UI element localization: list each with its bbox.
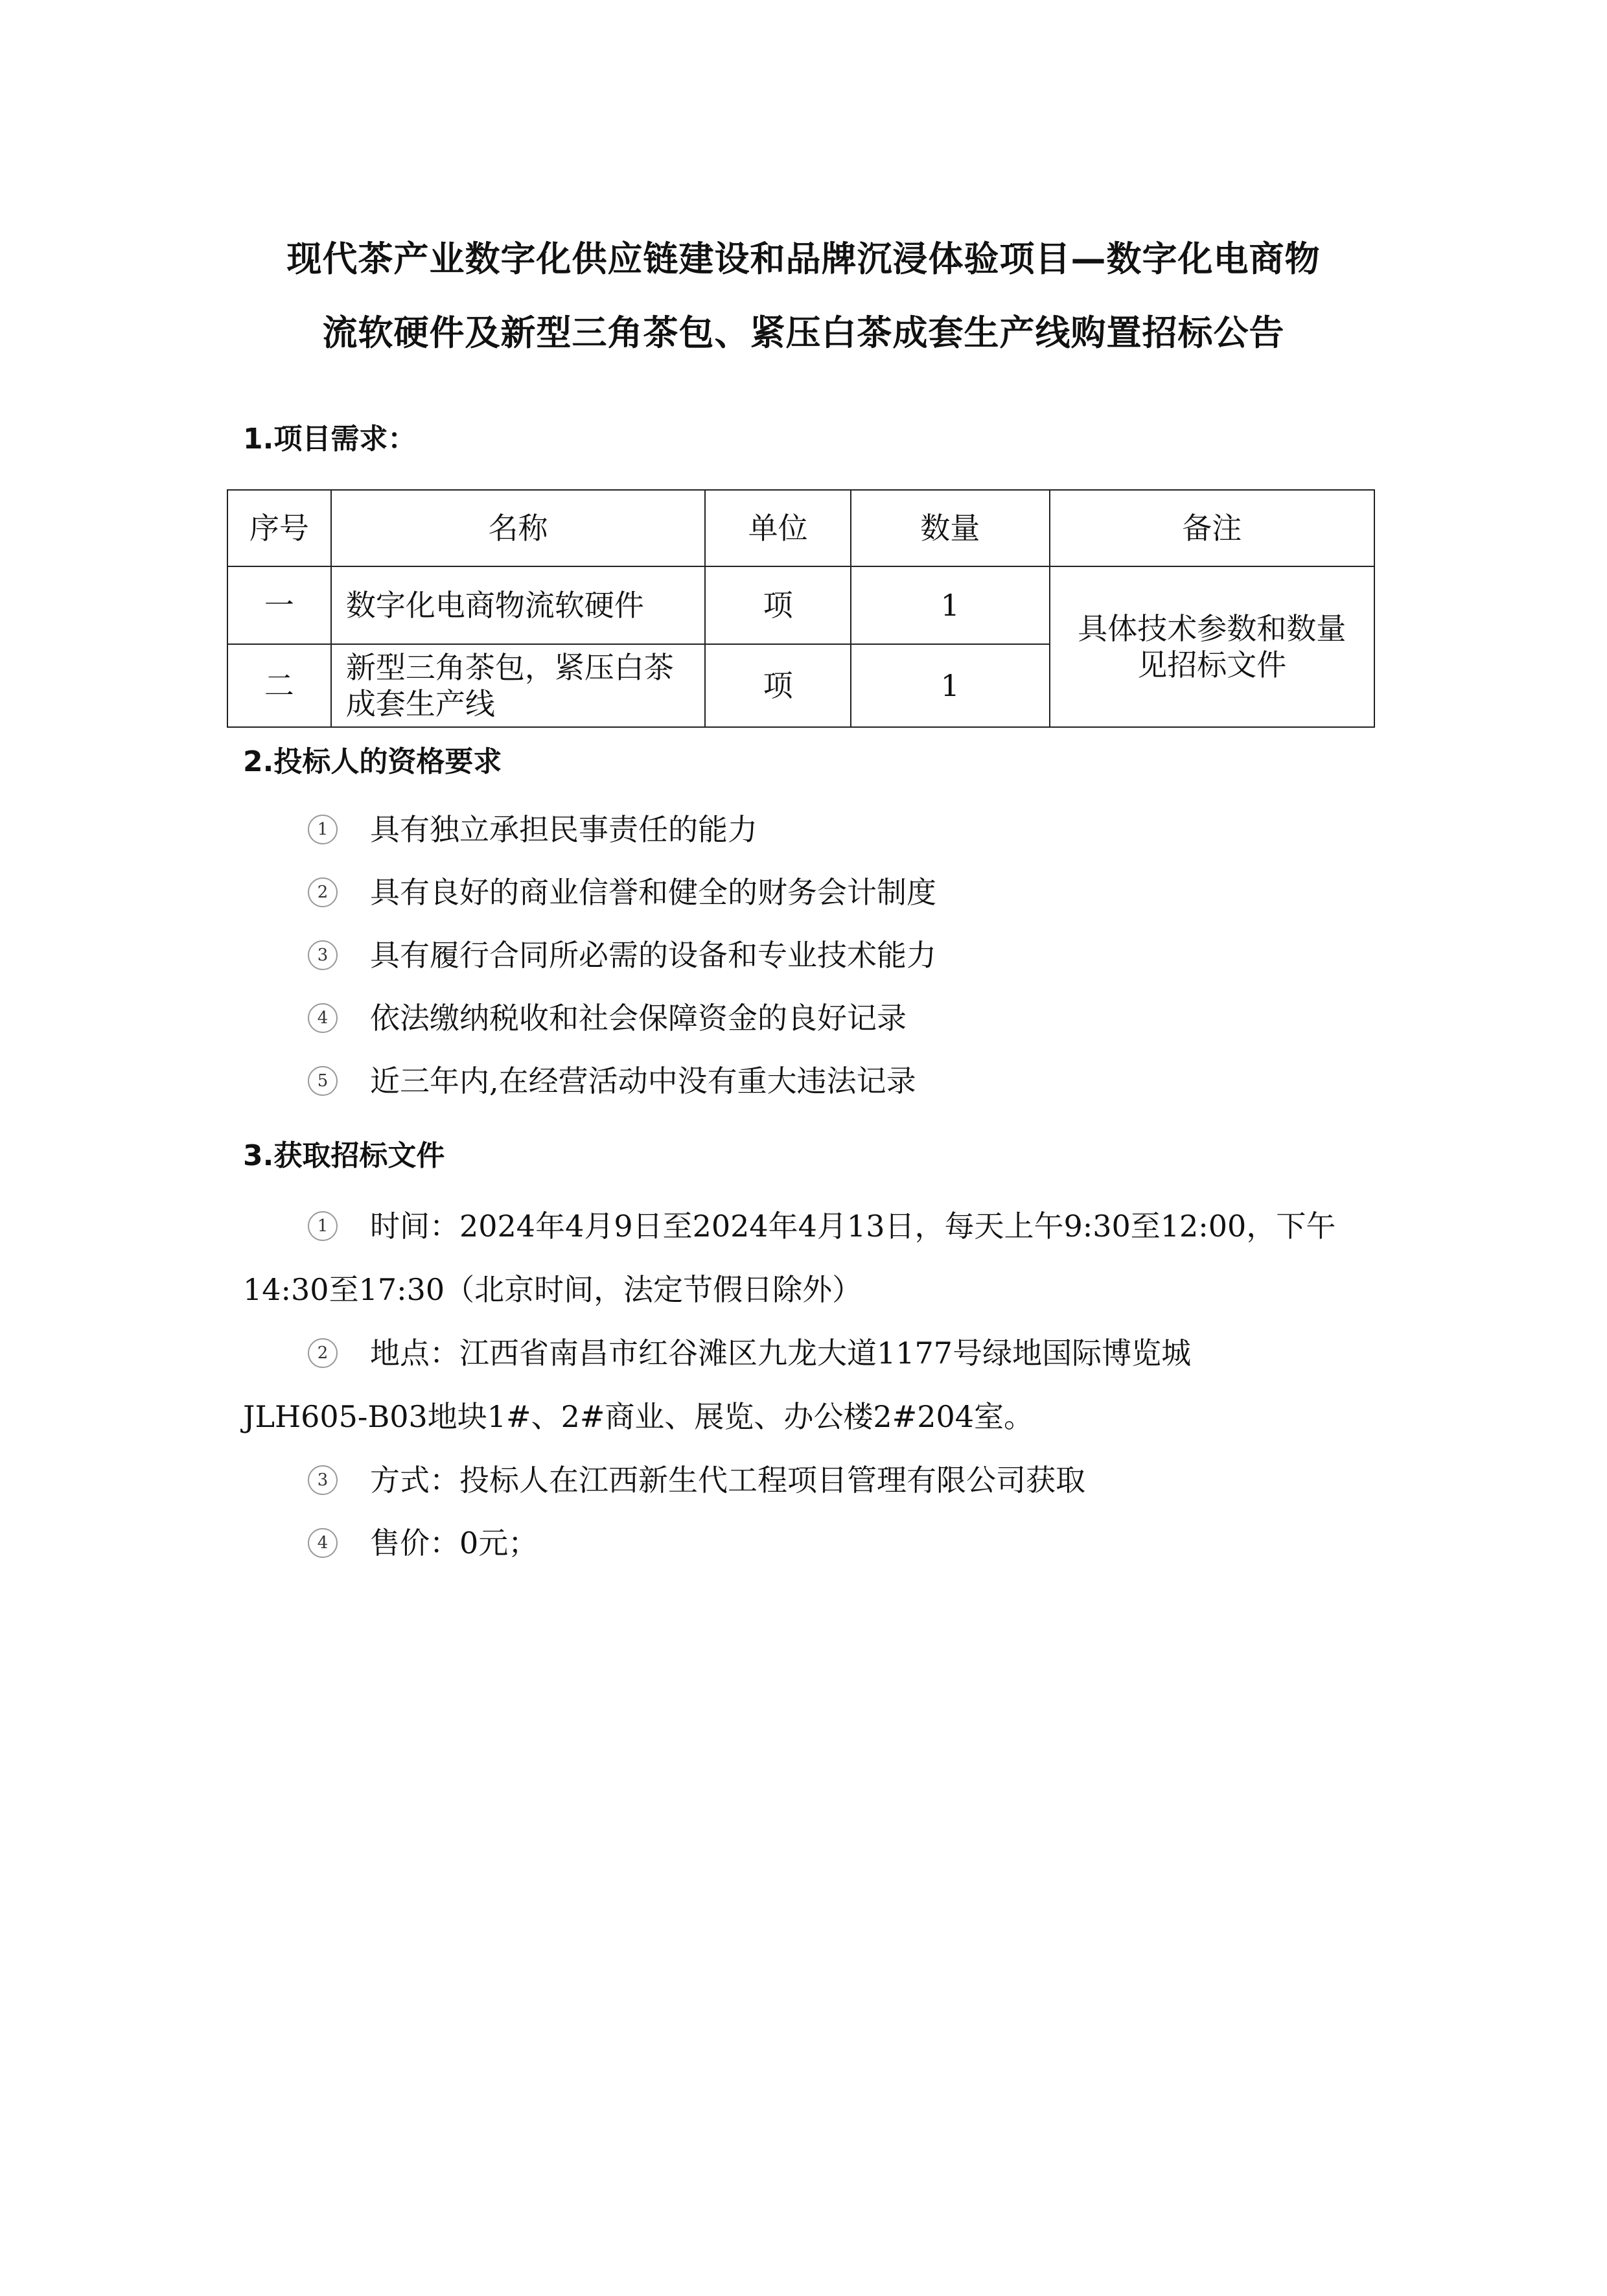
circled-number: 5 bbox=[308, 1066, 338, 1096]
remarks-line-2: 见招标文件 bbox=[1137, 647, 1287, 682]
row-1-index: 一 bbox=[227, 566, 331, 644]
qualification-item bbox=[308, 1063, 916, 1099]
acquisition-item bbox=[308, 1525, 538, 1561]
row-2-unit: 项 bbox=[705, 644, 851, 727]
acquisition-text-continued: 14:30至17:30（北京时间，法定节假日除外） bbox=[243, 1272, 862, 1307]
header-name: 名称 bbox=[331, 490, 705, 566]
acquisition-text: 售价：0元； bbox=[370, 1525, 538, 1560]
section-2-heading: 2.投标人的资格要求 bbox=[243, 745, 502, 778]
acquisition-text: 方式：投标人在江西新生代工程项目管理有限公司获取 bbox=[370, 1463, 1085, 1498]
header-remarks: 备注 bbox=[1050, 490, 1374, 566]
acquisition-item bbox=[308, 1462, 1085, 1498]
circled-number: 4 bbox=[308, 1003, 338, 1033]
qualification-item bbox=[308, 811, 757, 848]
qualification-item bbox=[308, 874, 936, 910]
qualification-text: 具有履行合同所必需的设备和专业技术能力 bbox=[370, 938, 936, 973]
row-1-unit: 项 bbox=[705, 566, 851, 644]
header-index: 序号 bbox=[227, 490, 331, 566]
qualification-text: 具有独立承担民事责任的能力 bbox=[370, 812, 757, 847]
circled-number: 4 bbox=[308, 1528, 338, 1558]
acquisition-text: 时间：2024年4月9日至2024年4月13日，每天上午9:30至12:00，下午 bbox=[370, 1209, 1336, 1244]
requirements-table bbox=[227, 489, 1375, 728]
row-1-name: 数字化电商物流软硬件 bbox=[331, 566, 705, 644]
circled-number: 2 bbox=[308, 877, 338, 907]
table-header-row bbox=[227, 490, 1374, 566]
document-title-line-2: 流软硬件及新型三角茶包、紧压白茶成套生产线购置招标公告 bbox=[322, 312, 1285, 353]
remarks-line-1: 具体技术参数和数量 bbox=[1078, 611, 1347, 646]
acquisition-item bbox=[308, 1335, 1191, 1371]
qualification-item bbox=[308, 1000, 907, 1036]
row-2-name bbox=[331, 644, 705, 727]
acquisition-text-continued: JLH605-B03地块1#、2#商业、展览、办公楼2#204室。 bbox=[243, 1399, 1034, 1434]
header-quantity: 数量 bbox=[851, 490, 1050, 566]
circled-number: 1 bbox=[308, 815, 338, 844]
row-2-name-line-1: 新型三角茶包，紧压白茶 bbox=[345, 650, 674, 685]
section-1-heading: 1.项目需求： bbox=[243, 423, 417, 456]
circled-number: 3 bbox=[308, 1465, 338, 1495]
section-3-heading: 3.获取招标文件 bbox=[243, 1139, 445, 1172]
row-2-name-line-2: 成套生产线 bbox=[345, 686, 495, 721]
remarks-cell bbox=[1050, 566, 1374, 727]
circled-number: 1 bbox=[308, 1211, 338, 1241]
acquisition-text: 地点：江西省南昌市红谷滩区九龙大道1177号绿地国际博览城 bbox=[370, 1336, 1192, 1371]
row-1-quantity: 1 bbox=[851, 566, 1050, 644]
document-title-line-1: 现代茶产业数字化供应链建设和品牌沉浸体验项目—数字化电商物 bbox=[286, 238, 1321, 279]
qualification-text: 近三年内,在经营活动中没有重大违法记录 bbox=[370, 1063, 916, 1098]
qualification-item bbox=[308, 937, 936, 973]
circled-number: 2 bbox=[308, 1338, 338, 1368]
row-2-quantity: 1 bbox=[851, 644, 1050, 727]
circled-number: 3 bbox=[308, 940, 338, 970]
acquisition-item bbox=[308, 1208, 1335, 1244]
qualification-text: 依法缴纳税收和社会保障资金的良好记录 bbox=[370, 1001, 907, 1036]
header-unit: 单位 bbox=[705, 490, 851, 566]
row-2-index: 二 bbox=[227, 644, 331, 727]
table-row bbox=[227, 566, 1374, 644]
qualification-text: 具有良好的商业信誉和健全的财务会计制度 bbox=[370, 875, 936, 910]
